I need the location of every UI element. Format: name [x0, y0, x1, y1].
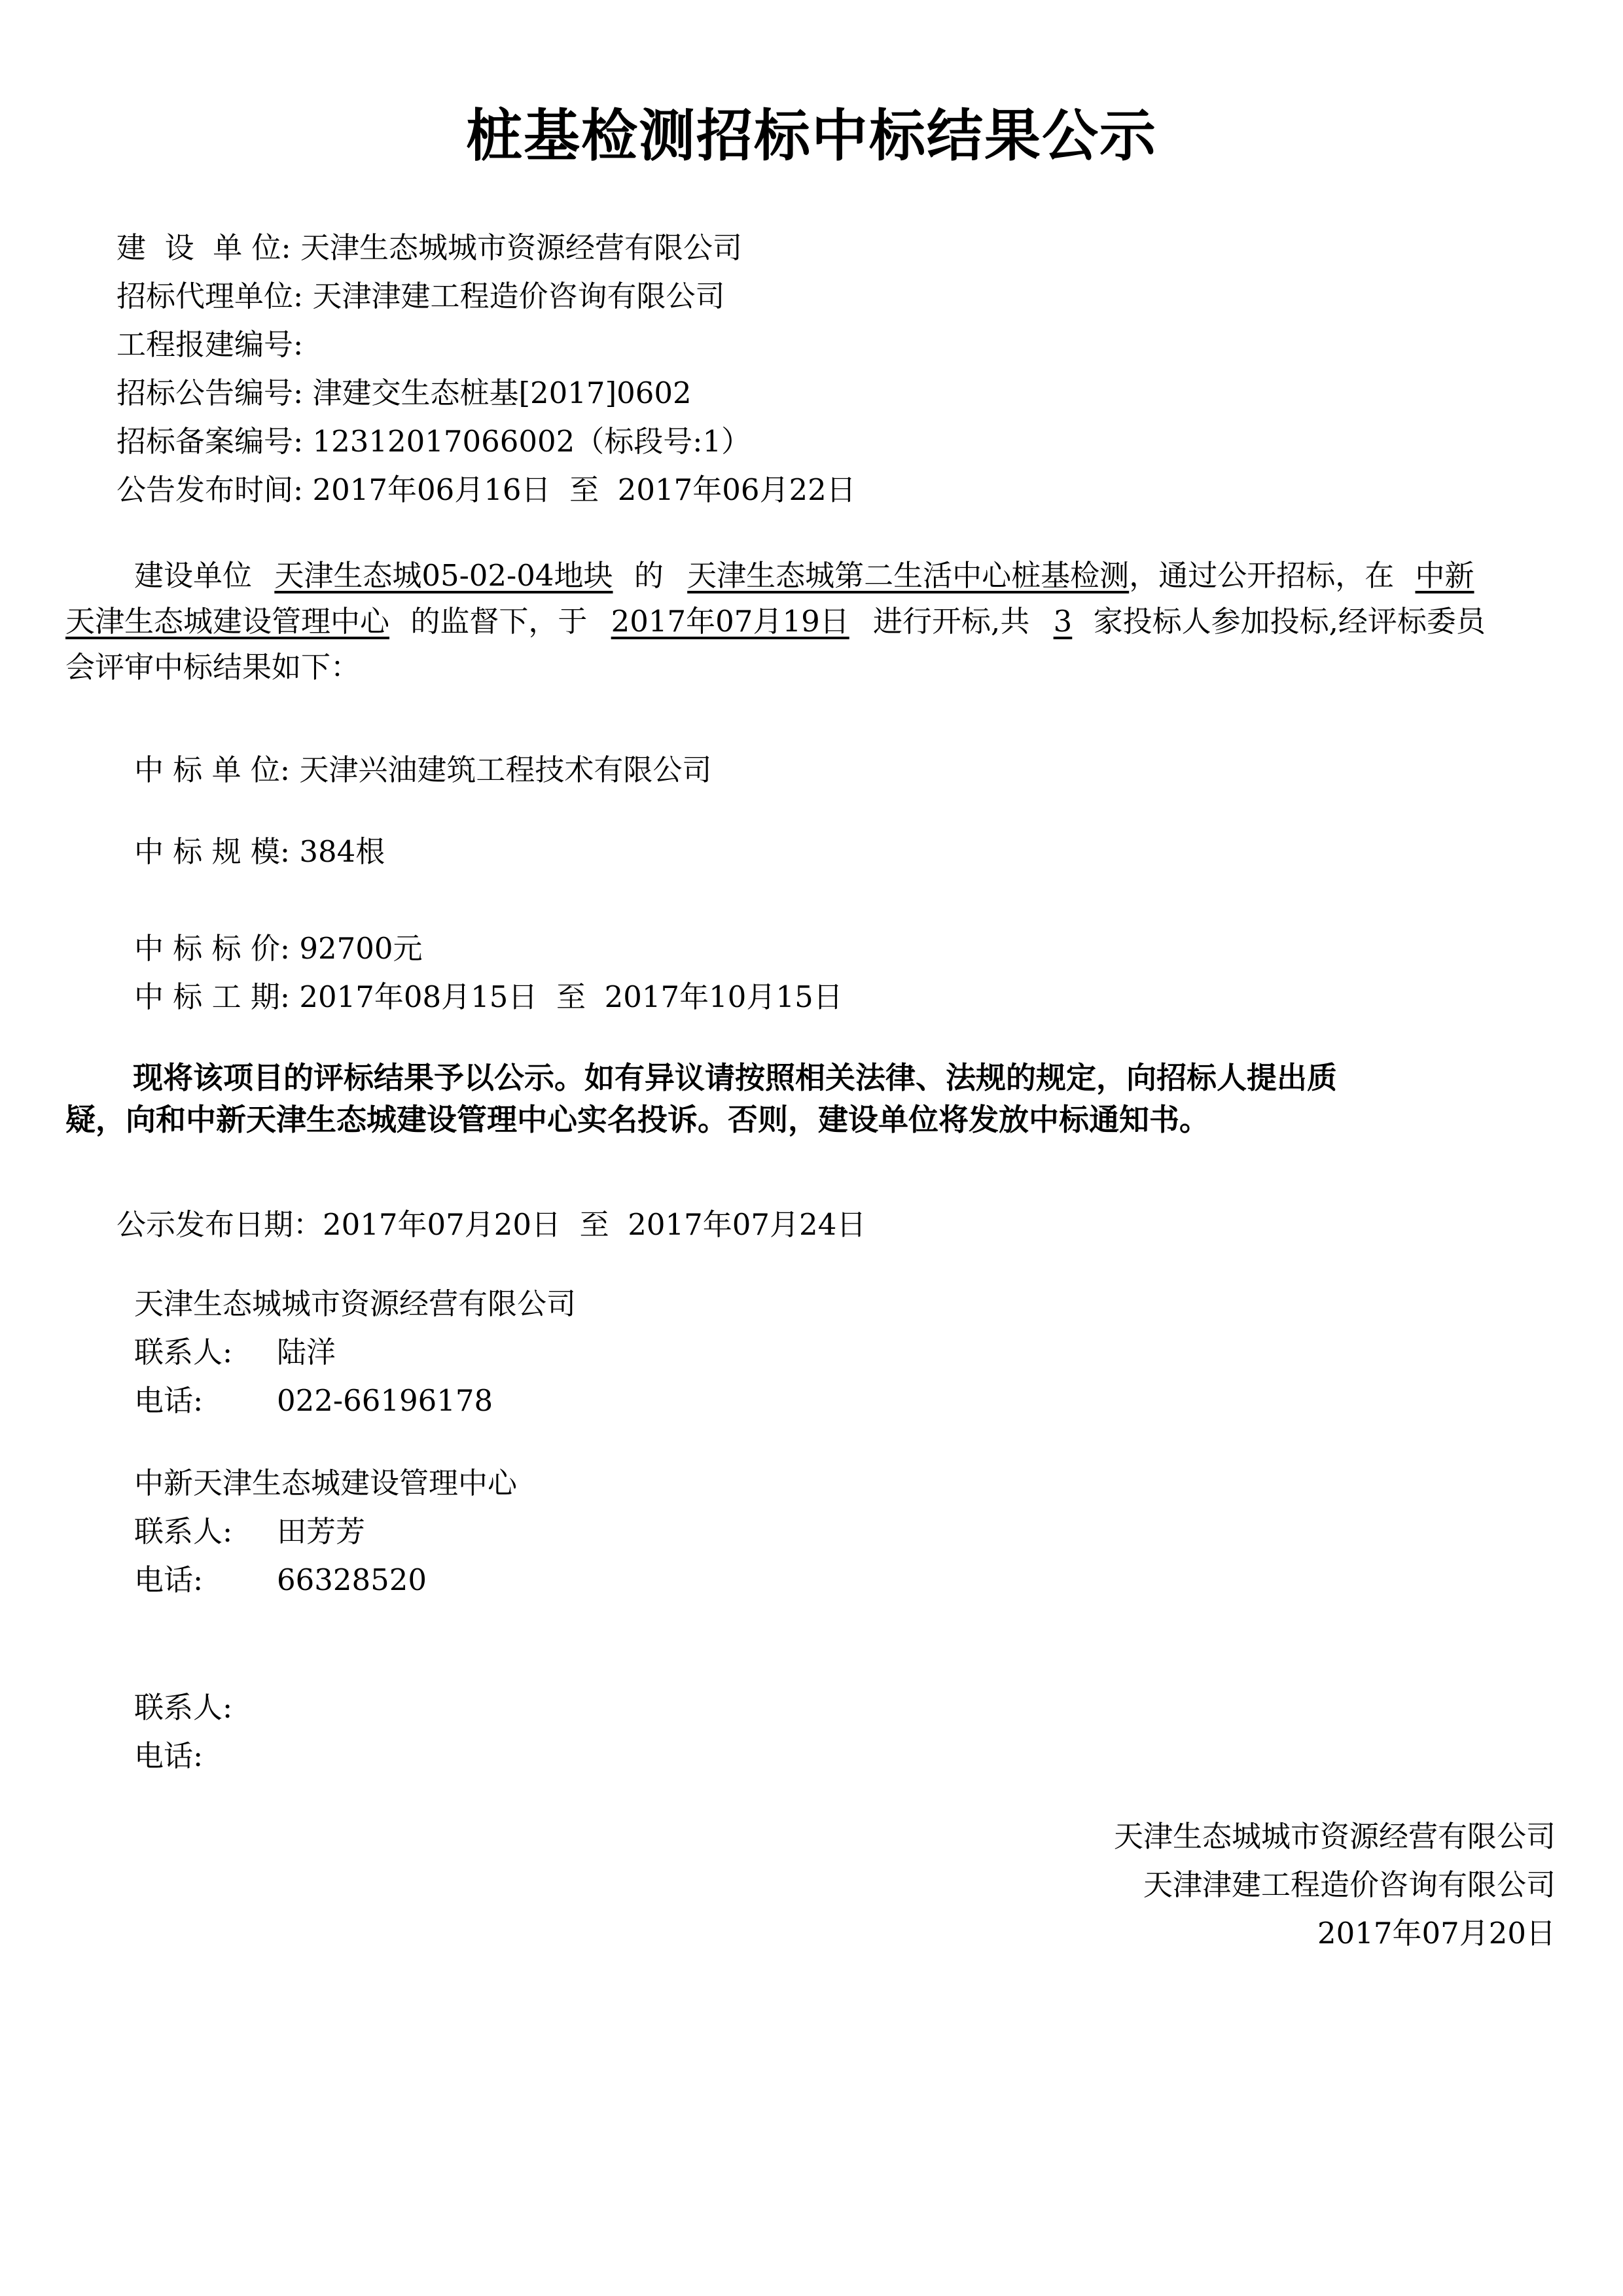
intro-text: 的 [633, 558, 664, 593]
supervisor-name: 天津生态城建设管理中心 [65, 604, 390, 639]
intro-text: ，通过公开招标，在 [1129, 558, 1395, 593]
scale-row [134, 828, 385, 870]
field-value: 天津津建工程造价咨询有限公司 [312, 279, 725, 313]
price-label: 中 标 标 价: [134, 931, 291, 966]
project-name: 天津生态城第二生活中心桩基检测 [687, 558, 1130, 593]
field-announcement-time [116, 466, 856, 508]
contact-person-label: 联系人: [134, 1514, 233, 1549]
field-record-number [116, 417, 751, 460]
field-label: 招标公告编号: [116, 376, 304, 410]
field-label: 招标代理单位: [116, 279, 304, 313]
bidder-count: 3 [1053, 604, 1073, 639]
page-title: 桩基检测招标中标结果公示 [466, 103, 1157, 169]
winner-label: 中 标 单 位: [134, 752, 291, 787]
site-name: 天津生态城05-02-04地块 [274, 558, 613, 593]
publish-label: 公示发布日期： [116, 1207, 323, 1242]
contact-phone-row [134, 1732, 277, 1775]
field-project-number [116, 321, 303, 363]
field-label: 公告发布时间: [116, 472, 304, 507]
field-value: 2017年06月16日 至 2017年06月22日 [312, 472, 856, 507]
contact-person: 陆洋 [277, 1335, 336, 1369]
open-date: 2017年07月19日 [611, 604, 849, 639]
supervisor-name: 中新 [1415, 558, 1474, 593]
intro-text: 家投标人参加投标,经评标委员 [1093, 604, 1486, 639]
contact-org: 天津生态城城市资源经营有限公司 [134, 1286, 577, 1321]
notice-line-2: 疑，向和中新天津生态城建设管理中心实名投诉。否则，建设单位将发放中标通知书。 [65, 1102, 1209, 1137]
field-label: 建 设 单 位: [116, 230, 291, 265]
field-label: 工程报建编号: [116, 327, 304, 362]
winner-value: 天津兴油建筑工程技术有限公司 [299, 752, 712, 787]
contact-person-row [134, 1508, 365, 1550]
intro-text: 进行开标,共 [873, 604, 1030, 639]
intro-line-3: 会评审中标结果如下： [65, 650, 361, 684]
contact-phone-label: 电话: [134, 1739, 204, 1773]
signature-date: 2017年07月20日 [1317, 1916, 1556, 1951]
field-agency [116, 272, 725, 315]
contact-phone: 66328520 [277, 1563, 427, 1597]
field-value: 天津生态城城市资源经营有限公司 [300, 230, 743, 265]
price-value: 92700元 [299, 931, 423, 966]
publish-value: 2017年07月20日 至 2017年07月24日 [323, 1207, 866, 1242]
period-row [134, 973, 843, 1016]
period-value: 2017年08月15日 至 2017年10月15日 [299, 980, 843, 1014]
intro-line-2 [65, 597, 1486, 640]
winner-row [134, 746, 711, 788]
field-announcement-number [116, 369, 692, 412]
contact-person-label: 联系人: [134, 1335, 233, 1369]
contact-org: 中新天津生态城建设管理中心 [134, 1466, 518, 1500]
scale-value: 384根 [299, 834, 385, 869]
intro-text: 建设单位 [134, 558, 253, 593]
contact-person-label: 联系人: [134, 1690, 233, 1725]
contact-phone: 022-66196178 [277, 1383, 493, 1418]
field-value: 12312017066002（标段号:1） [312, 424, 751, 459]
contact-person-row [134, 1328, 336, 1371]
contact-phone-row [134, 1377, 493, 1419]
contact-phone-label: 电话: [134, 1383, 204, 1418]
publish-date-row [116, 1201, 866, 1243]
contact-phone-row [134, 1556, 427, 1598]
field-value: 津建交生态桩基[2017]0602 [312, 376, 692, 410]
contact-person: 田芳芳 [277, 1514, 366, 1549]
field-construction-unit [116, 224, 742, 266]
notice-line-1: 现将该项目的评标结果予以公示。如有异议请按照相关法律、法规的规定，向招标人提出质 [133, 1060, 1337, 1095]
field-label: 招标备案编号: [116, 424, 304, 459]
scale-label: 中 标 规 模: [134, 834, 291, 869]
intro-line-1 [134, 552, 1474, 594]
intro-text: 的监督下，于 [410, 604, 588, 639]
contact-person-row [134, 1684, 277, 1726]
period-label: 中 标 工 期: [134, 980, 291, 1014]
contact-phone-label: 电话: [134, 1563, 204, 1597]
signature-org-1: 天津生态城城市资源经营有限公司 [1113, 1819, 1556, 1854]
signature-org-2: 天津津建工程造价咨询有限公司 [1143, 1867, 1556, 1902]
price-row [134, 925, 423, 967]
